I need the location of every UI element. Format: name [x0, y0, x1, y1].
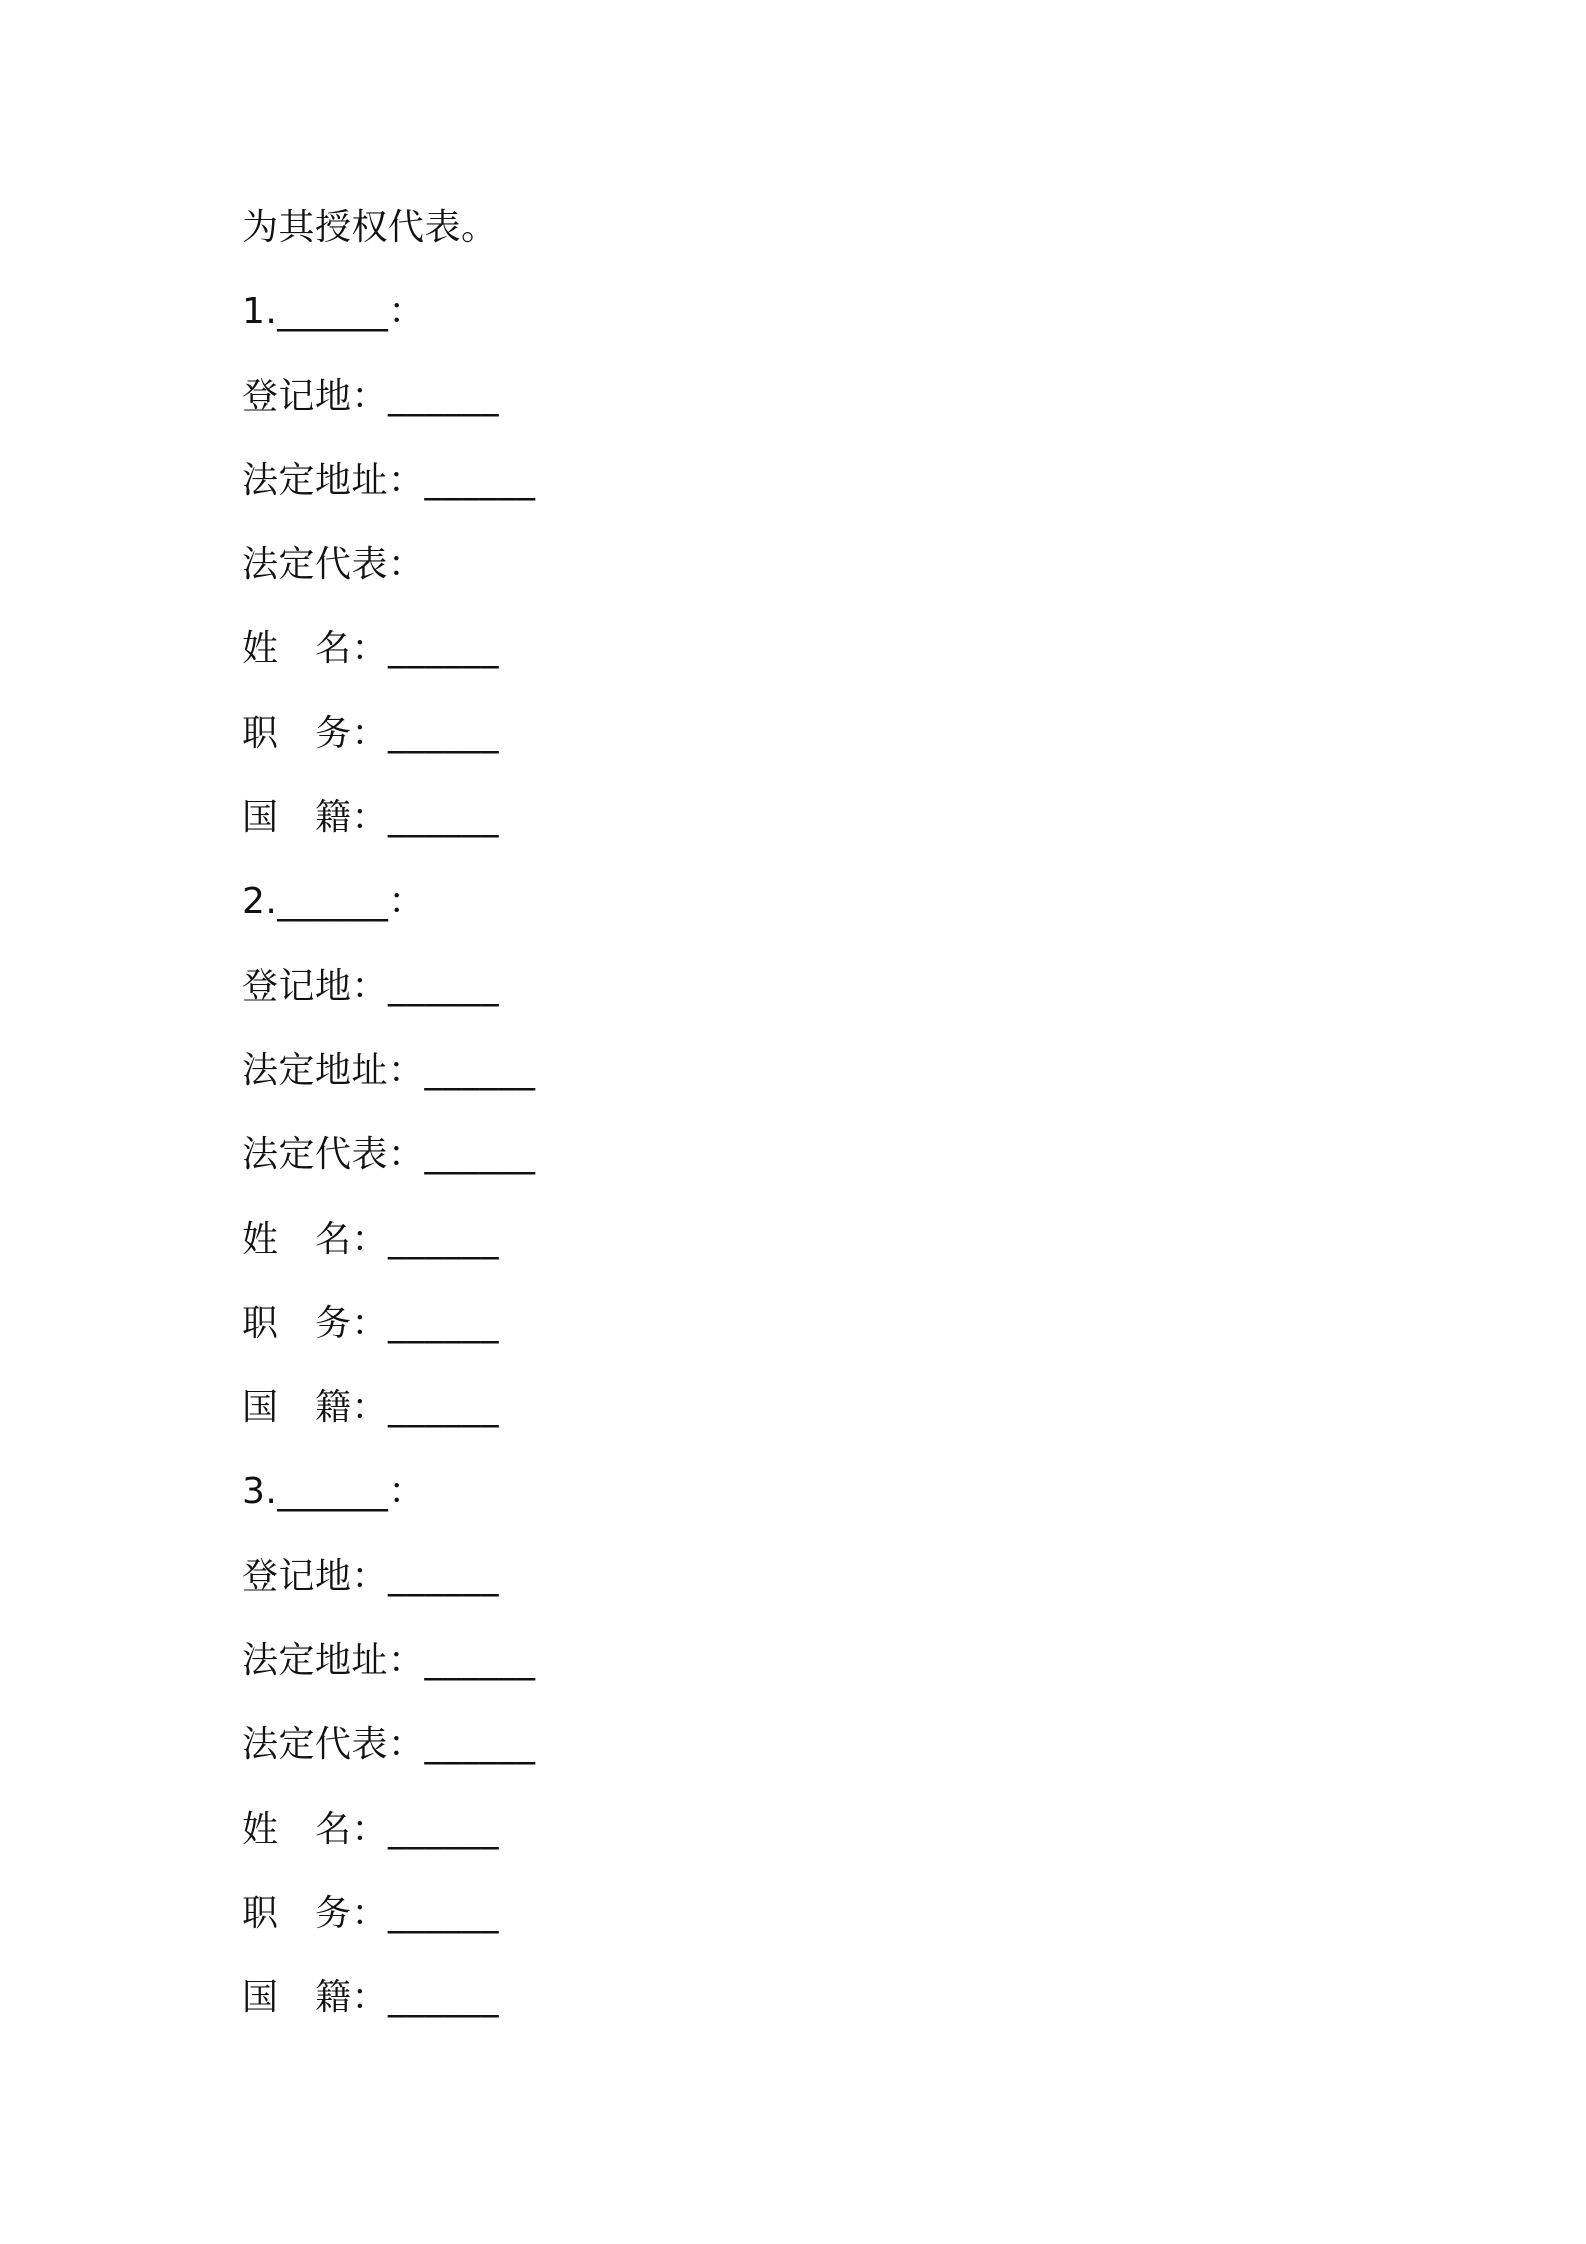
party-2-heading: 2.______：	[242, 881, 425, 923]
document-body	[242, 196, 1342, 2051]
party-3-name: 姓 名：______	[242, 1808, 500, 1850]
party-1-registration-place: 登记地：______	[242, 375, 500, 417]
party-1-heading: 1.______：	[242, 291, 425, 333]
party-3-legal-representative: 法定代表：______	[242, 1724, 536, 1766]
party-1-legal-address: 法定地址：______	[242, 459, 536, 501]
party-1-nationality: 国 籍：______	[242, 797, 500, 839]
party-3-registration-place: 登记地：______	[242, 1555, 500, 1597]
party-2-nationality: 国 籍：______	[242, 1387, 500, 1429]
party-3-heading: 3.______：	[242, 1471, 425, 1513]
party-2-legal-address: 法定地址：______	[242, 1049, 536, 1091]
party-1-position: 职 务：______	[242, 712, 500, 754]
party-2-registration-place: 登记地：______	[242, 965, 500, 1007]
intro-line: 为其授权代表。	[242, 207, 498, 248]
party-1-name: 姓 名：______	[242, 628, 500, 670]
party-2-name: 姓 名：______	[242, 1218, 500, 1260]
party-3-legal-address: 法定地址：______	[242, 1640, 536, 1682]
party-2-legal-representative: 法定代表：______	[242, 1134, 536, 1176]
party-3-nationality: 国 籍：______	[242, 1977, 500, 2019]
party-2-position: 职 务：______	[242, 1302, 500, 1344]
party-1-legal-representative: 法定代表：	[242, 544, 425, 586]
party-3-position: 职 务：______	[242, 1892, 500, 1934]
